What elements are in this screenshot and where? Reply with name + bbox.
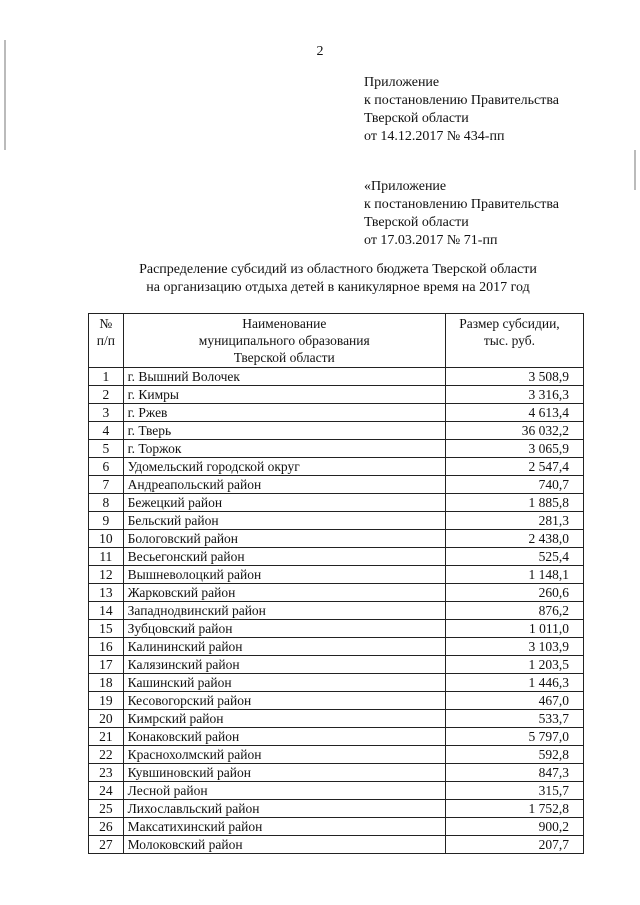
row-value-cell: 281,3 — [445, 512, 583, 530]
row-num-cell: 1 — [89, 368, 124, 386]
row-num-cell: 16 — [89, 638, 124, 656]
table-header-row — [89, 314, 584, 368]
row-name-cell: Андреапольский район — [123, 476, 445, 494]
row-num-cell: 10 — [89, 530, 124, 548]
row-name-cell: Весьегонский район — [123, 548, 445, 566]
row-value-cell: 876,2 — [445, 602, 583, 620]
row-value-cell: 900,2 — [445, 818, 583, 836]
row-name-cell: г. Кимры — [123, 386, 445, 404]
row-name-cell: Максатихинский район — [123, 818, 445, 836]
table-row — [89, 368, 584, 386]
table-row — [89, 404, 584, 422]
table-row — [89, 476, 584, 494]
row-name-cell: Жарковский район — [123, 584, 445, 602]
appendix-original-line: «Приложение — [364, 179, 447, 194]
table-row — [89, 782, 584, 800]
row-name-cell: Зубцовский район — [123, 620, 445, 638]
row-name-cell: Удомельский городской округ — [123, 458, 445, 476]
row-num-cell: 25 — [89, 800, 124, 818]
row-name-cell: г. Вышний Волочек — [123, 368, 445, 386]
row-name-cell: Лесной район — [123, 782, 445, 800]
appendix-current-line: Приложение — [364, 75, 440, 90]
document-title — [0, 261, 640, 297]
row-name-cell: Лихославльский район — [123, 800, 445, 818]
row-name-cell: Кашинский район — [123, 674, 445, 692]
row-num-cell: 3 — [89, 404, 124, 422]
row-value-cell: 1 885,8 — [445, 494, 583, 512]
row-value-cell: 3 103,9 — [445, 638, 583, 656]
row-value-cell: 207,7 — [445, 836, 583, 854]
row-value-cell: 2 547,4 — [445, 458, 583, 476]
table-row — [89, 764, 584, 782]
row-name-cell: Бежецкий район — [123, 494, 445, 512]
row-value-cell: 2 438,0 — [445, 530, 583, 548]
table-row — [89, 422, 584, 440]
row-value-cell: 533,7 — [445, 710, 583, 728]
row-name-cell: Кимрский район — [123, 710, 445, 728]
row-value-cell: 3 508,9 — [445, 368, 583, 386]
row-value-cell: 3 316,3 — [445, 386, 583, 404]
row-value-cell: 4 613,4 — [445, 404, 583, 422]
row-num-cell: 14 — [89, 602, 124, 620]
row-name-cell: Бологовский район — [123, 530, 445, 548]
row-num-cell: 7 — [89, 476, 124, 494]
row-value-cell: 592,8 — [445, 746, 583, 764]
table-row — [89, 458, 584, 476]
row-name-cell: Калязинский район — [123, 656, 445, 674]
appendix-current-block — [364, 74, 559, 146]
row-num-cell: 11 — [89, 548, 124, 566]
table-row — [89, 512, 584, 530]
row-value-cell: 1 148,1 — [445, 566, 583, 584]
row-name-cell: Кувшиновский район — [123, 764, 445, 782]
table-row — [89, 818, 584, 836]
row-value-cell: 740,7 — [445, 476, 583, 494]
appendix-original-block — [364, 178, 559, 250]
table-row — [89, 674, 584, 692]
table-row — [89, 728, 584, 746]
row-value-cell: 1 446,3 — [445, 674, 583, 692]
header-value-line: Размер субсидии, — [459, 316, 560, 331]
row-num-cell: 23 — [89, 764, 124, 782]
appendix-original-line: Тверской области — [364, 215, 469, 230]
table-row — [89, 692, 584, 710]
table-row — [89, 584, 584, 602]
header-num-line: п/п — [96, 333, 115, 348]
row-value-cell: 3 065,9 — [445, 440, 583, 458]
row-num-cell: 18 — [89, 674, 124, 692]
row-num-cell: 20 — [89, 710, 124, 728]
row-name-cell: Конаковский район — [123, 728, 445, 746]
appendix-current-line: к постановлению Правительства — [364, 93, 560, 108]
row-num-cell: 13 — [89, 584, 124, 602]
table-row — [89, 836, 584, 854]
table-row — [89, 656, 584, 674]
title-line: на организацию отдыха детей в каникулярное время на 2017 год — [146, 280, 530, 295]
scan-edge-mark-right — [634, 150, 636, 190]
row-num-cell: 27 — [89, 836, 124, 854]
row-num-cell: 2 — [89, 386, 124, 404]
table-row — [89, 548, 584, 566]
row-value-cell: 260,6 — [445, 584, 583, 602]
row-name-cell: Калининский район — [123, 638, 445, 656]
row-num-cell: 15 — [89, 620, 124, 638]
row-name-cell: Бельский район — [123, 512, 445, 530]
row-num-cell: 12 — [89, 566, 124, 584]
row-name-cell: Кесовогорский район — [123, 692, 445, 710]
row-name-cell: Западнодвинский район — [123, 602, 445, 620]
row-name-cell: Молоковский район — [123, 836, 445, 854]
row-num-cell: 5 — [89, 440, 124, 458]
row-num-cell: 24 — [89, 782, 124, 800]
table-row — [89, 494, 584, 512]
row-num-cell: 6 — [89, 458, 124, 476]
row-value-cell: 525,4 — [445, 548, 583, 566]
row-num-cell: 9 — [89, 512, 124, 530]
row-value-cell: 315,7 — [445, 782, 583, 800]
row-num-cell: 26 — [89, 818, 124, 836]
table-row — [89, 800, 584, 818]
subsidy-table — [88, 313, 584, 854]
header-value-line: тыс. руб. — [483, 333, 535, 348]
row-value-cell: 1 011,0 — [445, 620, 583, 638]
row-name-cell: Краснохолмский район — [123, 746, 445, 764]
table-row — [89, 638, 584, 656]
page-number: 2 — [316, 44, 324, 59]
row-value-cell: 467,0 — [445, 692, 583, 710]
table-body — [89, 368, 584, 854]
table-row — [89, 602, 584, 620]
table-row — [89, 620, 584, 638]
row-name-cell: Вышневолоцкий район — [123, 566, 445, 584]
table-row — [89, 746, 584, 764]
table-row — [89, 440, 584, 458]
header-name-line: муниципального образования — [198, 333, 370, 348]
header-name — [123, 314, 445, 368]
row-num-cell: 22 — [89, 746, 124, 764]
row-name-cell: г. Торжок — [123, 440, 445, 458]
header-num-line: № — [99, 316, 113, 331]
table-row — [89, 566, 584, 584]
header-name-line: Наименование — [242, 316, 327, 331]
row-value-cell: 5 797,0 — [445, 728, 583, 746]
row-num-cell: 21 — [89, 728, 124, 746]
row-name-cell: г. Ржев — [123, 404, 445, 422]
appendix-original-line: от 17.03.2017 № 71-пп — [364, 233, 498, 248]
table-row — [89, 530, 584, 548]
appendix-original-line: к постановлению Правительства — [364, 197, 560, 212]
row-num-cell: 17 — [89, 656, 124, 674]
row-name-cell: г. Тверь — [123, 422, 445, 440]
title-line: Распределение субсидий из областного бюджета Тверской области — [139, 262, 537, 277]
row-value-cell: 847,3 — [445, 764, 583, 782]
row-num-cell: 19 — [89, 692, 124, 710]
table-row — [89, 710, 584, 728]
row-num-cell: 4 — [89, 422, 124, 440]
header-num — [89, 314, 124, 368]
table-row — [89, 386, 584, 404]
row-value-cell: 36 032,2 — [445, 422, 583, 440]
row-value-cell: 1 203,5 — [445, 656, 583, 674]
header-name-line: Тверской области — [233, 350, 335, 365]
header-value — [445, 314, 583, 368]
row-value-cell: 1 752,8 — [445, 800, 583, 818]
appendix-current-line: Тверской области — [364, 111, 469, 126]
appendix-current-line: от 14.12.2017 № 434-пп — [364, 129, 505, 144]
row-num-cell: 8 — [89, 494, 124, 512]
